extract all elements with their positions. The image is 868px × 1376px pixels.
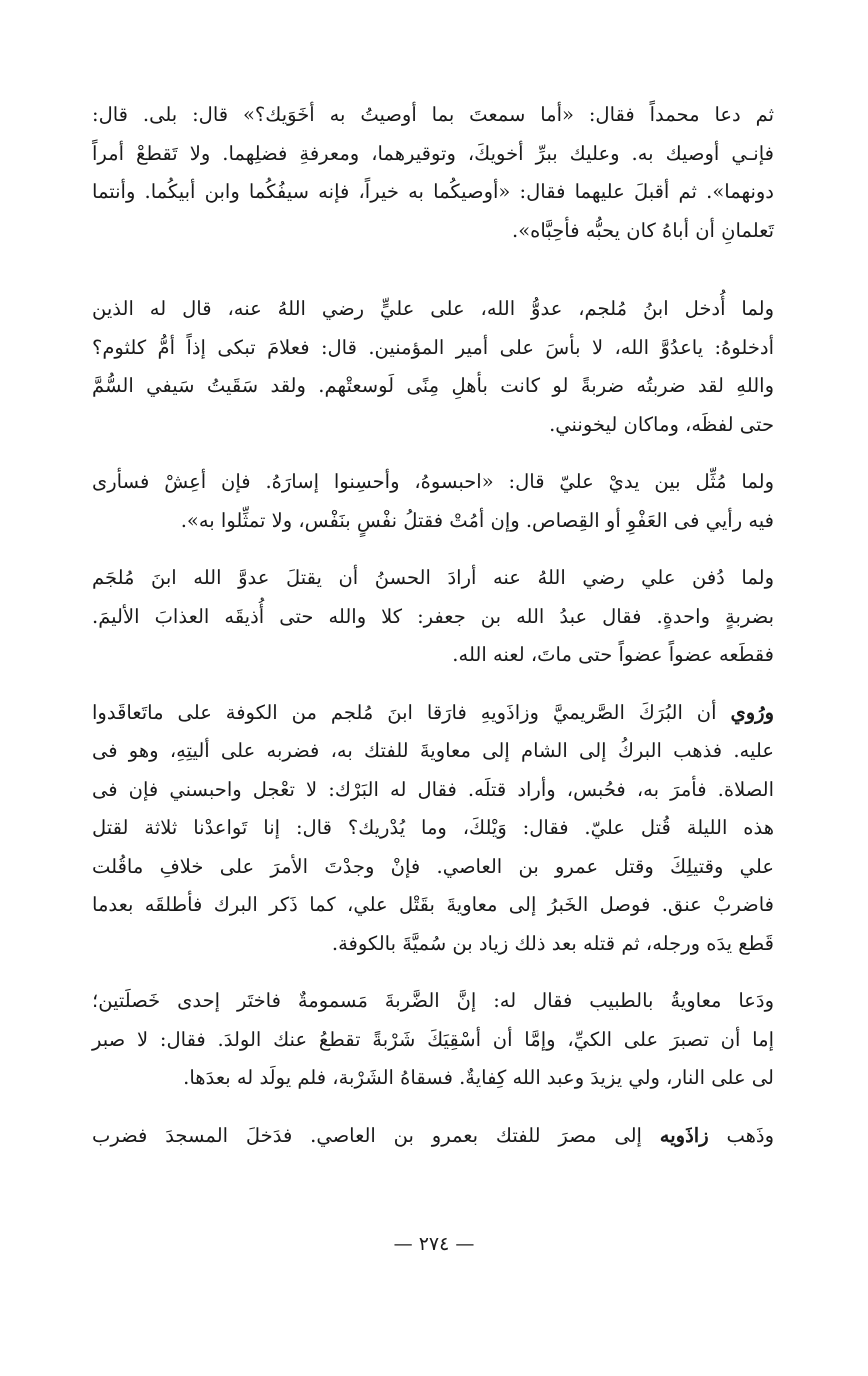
text-line: ثم دعا محمداً فقال: «أما سمعتَ بما أوصيتُ به أخَوَيك؟» قال: بلى. قال:	[92, 103, 774, 126]
text-line	[92, 694, 774, 733]
text-line: الصلاة. فأمرَ به، فحُبس، وأراد قتلَه. فقال له البَرْك: لا تعْجل واحبسني فإن فى	[92, 777, 774, 801]
text-line: فإنـي أوصيك به. وعليك ببرِّ أخويكَ، وتوقيرهما، ومعرفةِ فضلِهما. ولا تَقطعْ أمراً	[92, 141, 774, 165]
text-line-rest: إلى مصرَ للفتك بعمرو بن العاصي. فدَخلَ المسجدَ فضرب	[92, 1123, 642, 1147]
text-line: علي وقتيلِكَ وقتل عمرو بن العاصي. فإنْ وجدْتَ الأمرَ على خلافِ ماقُلت	[92, 854, 774, 878]
text-line: قَطع يدَه ورجله، ثم قتله بعد ذلك زياد بن سُميَّةَ بالكوفة.	[331, 931, 774, 955]
paragraph-5	[92, 694, 774, 964]
text-line-rest: أن البُرَكَ الصَّريميَّ وزاذَويهِ فارَقا ابنَ مُلجم من الكوفة على ماتَعاقَدوا	[92, 700, 717, 724]
paragraph-2	[92, 290, 774, 444]
text-line: ولما دُفن علي رضي اللهُ عنه أرادَ الحسنُ أن يقتلَ عدوَّ الله ابنَ مُلجَم	[92, 566, 774, 589]
paragraph-keyword: ورُوي	[730, 700, 775, 724]
text-line: فاضربْ عنق. فوصل الخَبرُ إلى معاويةَ بقَتْل علي، كما ذَكر البرك فأطلقَه بعدما	[92, 893, 774, 916]
text-line: فقطَعه عضواً عضواً حتى ماتَ، لعنه الله.	[452, 643, 774, 666]
page-body	[92, 96, 774, 1155]
text-line: تَعلمانِ أن أباهُ كان يحبُّه فأحِبَّاه».	[512, 218, 774, 242]
text-line: فيه رأيي فى العَفْوِ أو القِصاص. وإن أمُتْ فقتلُ نفْسٍ بنَفْس، ولا تمثِّلوا به».	[180, 508, 774, 532]
text-line: لى على النار، ولي يزيدَ وعبد الله كِفايةٌ. فسقاهُ الشَرْبة، فلم يولَد له بعدَها.	[183, 1066, 774, 1089]
text-line: واللهِ لقد ضربتُه ضربةً لو كانت بأهلِ مِنًى لَوسعتْهم. ولقد سَقَيتُ سَيفي السُّمَّ	[92, 374, 774, 397]
text-line: ولما أُدخل ابنُ مُلجم، عدوُّ الله، على عليٍّ رضي اللهُ عنه، قال له الذين	[92, 297, 774, 320]
paragraph-1	[92, 96, 774, 250]
text-line: إما أن تصبرَ على الكيِّ، وإمَّا أن أسْقِيَكَ شَرْبةً تقطعُ عنك الولدَ. فقال: لا صبر	[92, 1027, 774, 1051]
text-line: حتى لفظَه، وماكان ليخونني.	[549, 412, 774, 436]
paragraph-7	[92, 1117, 774, 1156]
paragraph-3	[92, 463, 774, 540]
text-line: دونهما». ثم أقبلَ عليهما فقال: «أوصيكُما به خيراً، فإنه سيفُكُما وابن أبيكُما. وأنتما	[92, 180, 774, 203]
page-number: — ٢٧٤ —	[393, 1233, 475, 1255]
paragraph-keyword: زاذَويه	[659, 1123, 709, 1147]
text-line: عليه. فذهب البركُ إلى الشام إلى معاويةَ للفتك به، فضربه على أليتِهِ، وهو فى	[92, 739, 774, 762]
text-line: ولما مُثِّل بين يديْ عليّ قال: «احبسوهُ، وأحسِنوا إسارَهُ. فإن أعِشْ فسأرى	[92, 470, 774, 493]
paragraph-6	[92, 982, 774, 1098]
text-line: ودَعا معاويةُ بالطبيب فقال له: إنَّ الضَّربةَ مَسمومةٌ فاختَر إحدى خَصلَتين؛	[92, 989, 774, 1012]
text-line: هذه الليلة قُتل عليّ. فقال: وَيْلكَ، وما يُدْريك؟ قال: إنا تَواعدْنا ثلاثة لقتل	[92, 816, 774, 839]
text-line: بضربةٍ واحدةٍ. فقال عبدُ الله بن جعفر: كلا والله حتى أُذيقَه العذابَ الأليمَ.	[92, 604, 774, 628]
text-line-prefix: وذَهب	[726, 1123, 775, 1147]
paragraph-4	[92, 559, 774, 675]
text-line: أدخلوهُ: ياعدُوَّ الله، لا بأسَ على أمير المؤمنين. قال: فعلامَ تبكى إذاً أمُّ كلثوم؟	[92, 335, 774, 359]
text-line	[92, 1117, 774, 1156]
